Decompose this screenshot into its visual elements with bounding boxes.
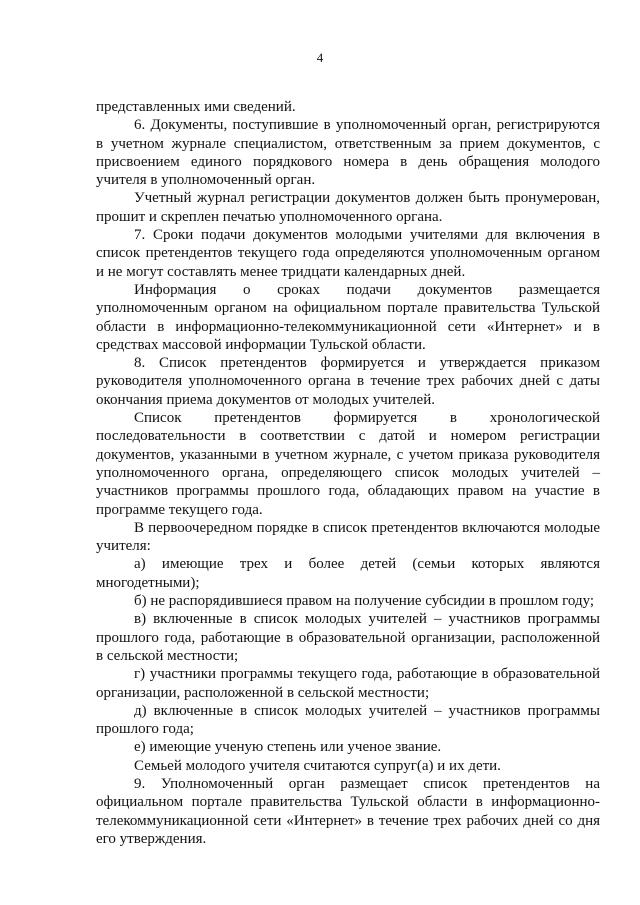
paragraph: 6. Документы, поступившие в уполномоченный орган, регистрируются в учетном журнале специалистом, ответственным за прием документов, с присвоением единого порядкового номера в день обращения молодого учителя в уполномоченный орган. <box>96 117 600 189</box>
paragraph: Учетный журнал регистрации документов должен быть пронумерован, прошит и скреплен печатью уполномоченного органа. <box>96 190 600 225</box>
paragraph: 7. Сроки подачи документов молодыми учителями для включения в список претендентов текущего года определяются уполномоченным органом и не могут составлять менее тридцати календарных дней. <box>96 227 600 280</box>
list-item: в) включенные в список молодых учителей – участников программы прошлого года, работающие в образовательной организации, расположенной в сельской местности; <box>96 611 600 664</box>
list-item: а) имеющие трех и более детей (семьи которых являются многодетными); <box>96 556 600 591</box>
list-item: е) имеющие ученую степень или ученое звание. <box>134 739 442 756</box>
paragraph: 9. Уполномоченный орган размещает список претендентов на официальном портале правительства Тульской области в информационно-телекоммуникационной сети «Интернет» в течение трех рабочих дней со дня его утверждения. <box>96 775 600 847</box>
list-item: б) не распорядившиеся правом на получение субсидии в прошлом году; <box>134 593 595 610</box>
paragraph: 8. Список претендентов формируется и утверждается приказом руководителя уполномоченного органа в течение трех рабочих дней с даты окончания приема документов от молодых учителей. <box>96 355 600 408</box>
list-item: г) участники программы текущего года, работающие в образовательной организации, расположенной в сельской местности; <box>96 666 600 701</box>
paragraph: Информация о сроках подачи документов размещается уполномоченным органом на официальном портале правительства Тульской области в информационно-телекоммуникационной сети «Интернет» и в средствах массовой информации Тульской области. <box>96 281 600 353</box>
paragraph: В первоочередном порядке в список претендентов включаются молодые учителя: <box>96 519 600 555</box>
paragraph: представленных ими сведений. <box>96 99 296 115</box>
document-body <box>96 98 600 848</box>
page-number: 4 <box>316 50 324 65</box>
paragraph: Семьей молодого учителя считаются супруг(а) и их дети. <box>134 757 501 774</box>
list-item: д) включенные в список молодых учителей – участников программы прошлого года; <box>96 702 600 738</box>
paragraph: Список претендентов формируется в хронологической последовательности в соответствии с датой и номером регистрации документов, указанными в учетном журнале, с учетом приказа руководителя уполномоченного органа, определяющего список молодых учителей – участников программы прошлого года, обладающих правом на участие в программе текущего года. <box>96 410 600 518</box>
